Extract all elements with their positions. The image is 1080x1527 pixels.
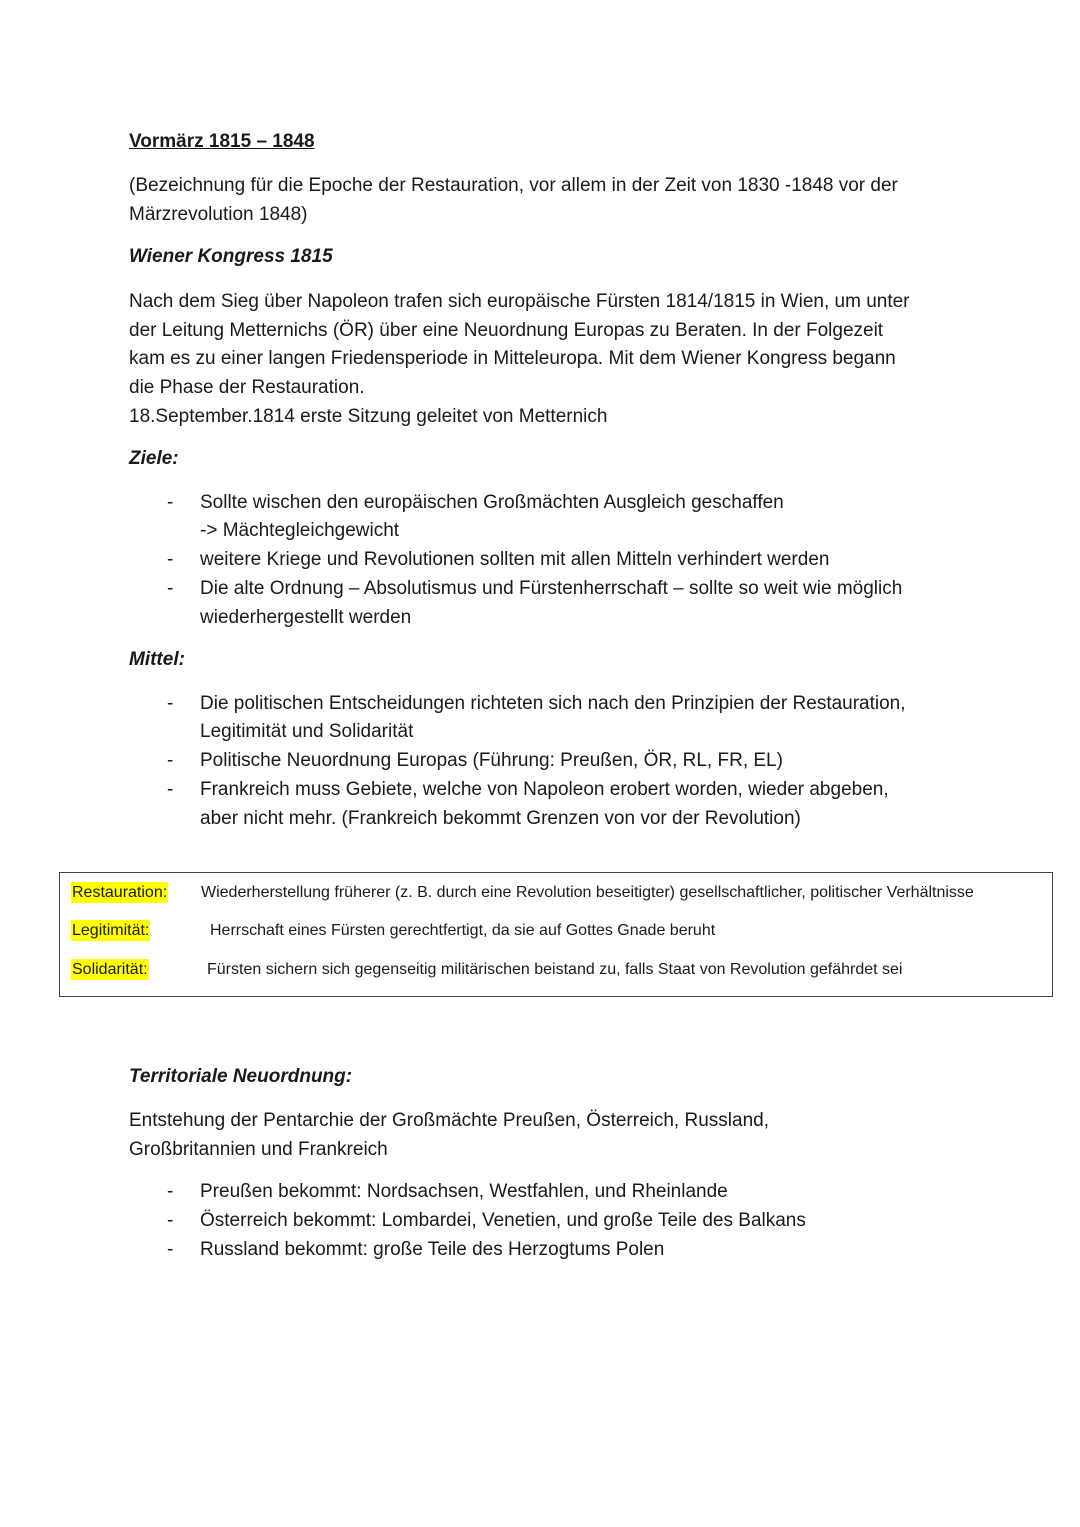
congress-line-3: kam es zu einer langen Friedensperiode in Mitteleuropa. Mit dem Wiener Kongress begann xyxy=(129,348,896,369)
definition-term-solidaritaet: Solidarität: xyxy=(72,961,148,978)
definitions-box xyxy=(59,872,1053,997)
territorial-line-2: Großbritannien und Frankreich xyxy=(129,1139,388,1160)
congress-line-1: Nach dem Sieg über Napoleon trafen sich europäische Fürsten 1814/1815 in Wien, um unter xyxy=(129,291,910,312)
definition-text-legitimitaet: Herrschaft eines Fürsten gerechtfertigt, da sie auf Gottes Gnade beruht xyxy=(210,922,716,939)
territorial-heading: Territoriale Neuordnung: xyxy=(129,1066,353,1087)
congress-heading: Wiener Kongress 1815 xyxy=(129,246,333,267)
means-item-3-line-2: aber nicht mehr. (Frankreich bekommt Grenzen von vor der Revolution) xyxy=(200,808,801,829)
goals-item-2: weitere Kriege und Revolutionen sollten mit allen Mitteln verhindert werden xyxy=(200,549,830,570)
goals-bullet-2: - xyxy=(167,549,174,570)
means-bullet-1: - xyxy=(167,693,174,714)
territorial-bullet-1: - xyxy=(167,1181,174,1202)
territorial-item-3: Russland bekommt: große Teile des Herzogtums Polen xyxy=(200,1239,665,1260)
means-heading: Mittel: xyxy=(129,649,185,670)
means-item-1-line-1: Die politischen Entscheidungen richteten sich nach den Prinzipien der Restauration, xyxy=(200,693,906,714)
intro-line-2: Märzrevolution 1848) xyxy=(129,204,308,225)
congress-line-5: 18.September.1814 erste Sitzung geleitet von Metternich xyxy=(129,406,608,427)
territorial-item-2: Österreich bekommt: Lombardei, Venetien, und große Teile des Balkans xyxy=(200,1210,806,1231)
goals-heading: Ziele: xyxy=(129,448,179,469)
definition-text-solidaritaet: Fürsten sichern sich gegenseitig militärischen beistand zu, falls Staat von Revolution gefährdet sei xyxy=(207,961,903,978)
definition-term-restauration: Restauration: xyxy=(72,884,168,901)
means-item-3-line-1: Frankreich muss Gebiete, welche von Napoleon erobert worden, wieder abgeben, xyxy=(200,779,889,800)
intro-line-1: (Bezeichnung für die Epoche der Restauration, vor allem in der Zeit von 1830 -1848 vor der xyxy=(129,175,898,196)
goals-bullet-1: - xyxy=(167,492,174,513)
goals-item-1-line-1: Sollte wischen den europäischen Großmächten Ausgleich geschaffen xyxy=(200,492,784,513)
definition-term-legitimitaet: Legitimität: xyxy=(72,922,150,939)
goals-bullet-3: - xyxy=(167,578,174,599)
goals-item-3-line-1: Die alte Ordnung – Absolutismus und Fürstenherrschaft – sollte so weit wie möglich xyxy=(200,578,903,599)
congress-line-2: der Leitung Metternichs (ÖR) über eine Neuordnung Europas zu Beraten. In der Folgezeit xyxy=(129,320,884,341)
territorial-line-1: Entstehung der Pentarchie der Großmächte Preußen, Österreich, Russland, xyxy=(129,1110,769,1131)
means-item-1-line-2: Legitimität und Solidarität xyxy=(200,721,414,742)
territorial-bullet-3: - xyxy=(167,1239,174,1260)
means-bullet-3: - xyxy=(167,779,174,800)
territorial-item-1: Preußen bekommt: Nordsachsen, Westfahlen, und Rheinlande xyxy=(200,1181,728,1202)
congress-line-4: die Phase der Restauration. xyxy=(129,377,365,398)
page-title: Vormärz 1815 – 1848 xyxy=(129,131,315,152)
territorial-bullet-2: - xyxy=(167,1210,174,1231)
goals-item-3-line-2: wiederhergestellt werden xyxy=(200,607,412,628)
means-item-2: Politische Neuordnung Europas (Führung: Preußen, ÖR, RL, FR, EL) xyxy=(200,750,783,771)
means-bullet-2: - xyxy=(167,750,174,771)
definition-text-restauration: Wiederherstellung früherer (z. B. durch eine Revolution beseitigter) gesellschaftlicher, politischer Verhältnisse xyxy=(201,884,974,901)
goals-item-1-line-2: -> Mächtegleichgewicht xyxy=(200,520,400,541)
